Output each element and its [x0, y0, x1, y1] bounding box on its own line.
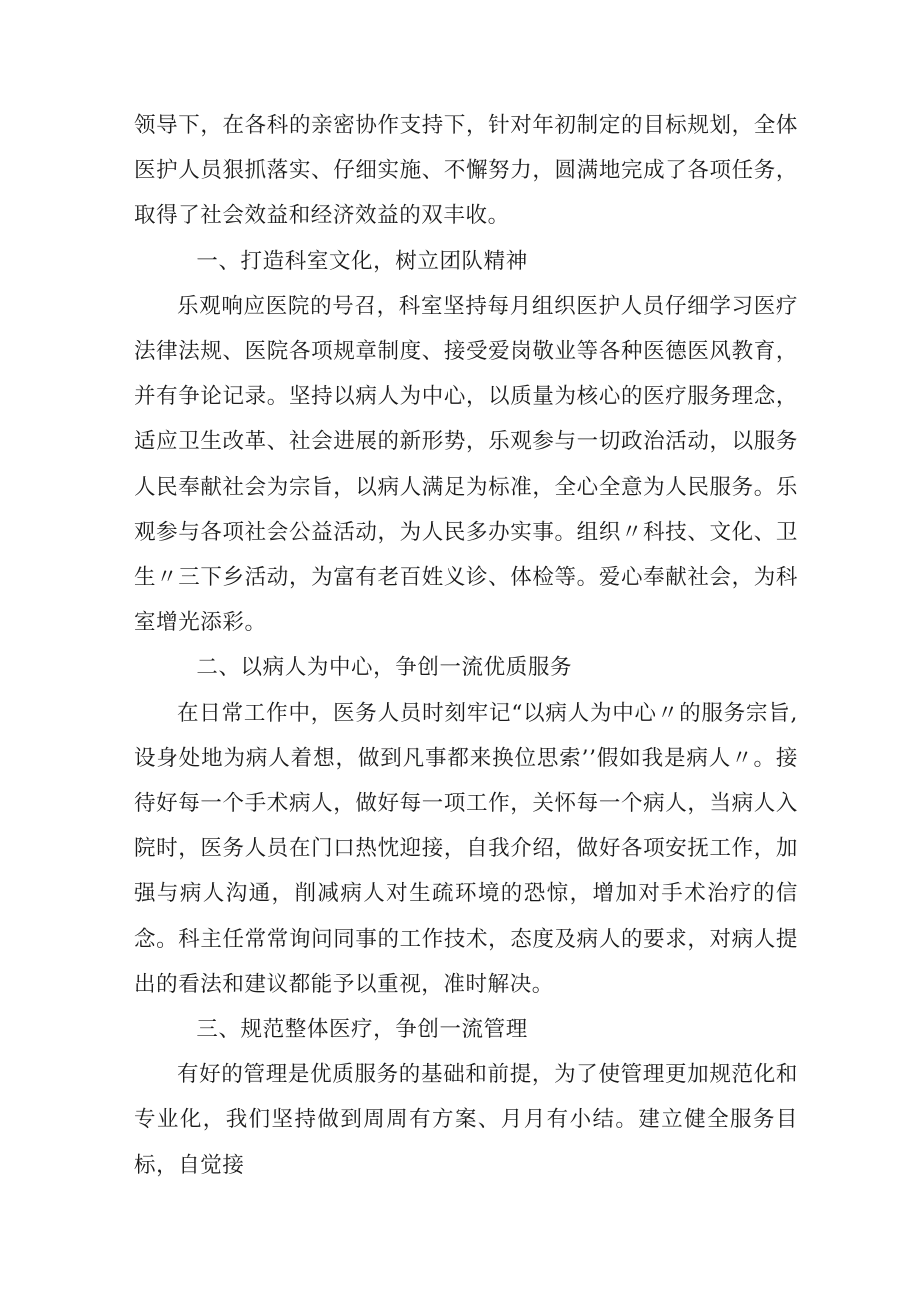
- section-3-paragraph: 有好的管理是优质服务的基础和前提，为了使管理更加规范化和专业化，我们坚持做到周周有方案、月月有小结。建立健全服务目标，自觉接: [134, 1062, 798, 1178]
- document-body: [134, 103, 798, 1188]
- intro-paragraph: 领导下，在各科的亲密协作支持下，针对年初制定的目标规划，全体医护人员狠抓落实、仔细实施、不懈努力，圆满地完成了各项任务，取得了社会效益和经济效益的双丰收。: [134, 113, 798, 229]
- section-1-paragraph: 乐观响应医院的号召，科室坚持每月组织医护人员仔细学习医疗法律法规、医院各项规章制度、接受爱岗敬业等各种医德医风教育，并有争论记录。坚持以病人为中心，以质量为核心的医疗服务理念，适应卫生改革、社会进展的新形势，乐观参与一切政治活动，以服务人民奉献社会为宗旨，以病人满足为标准，全心全意为人民服务。乐观参与各项社会公益活动，为人民多办实事。组织〃科技、文化、卫生〃三下乡活动，为富有老百姓义诊、体检等。爱心奉献社会，为科室增光添彩。: [134, 293, 798, 636]
- section-heading-2: 二、以病人为中心，争创一流优质服务: [196, 655, 573, 681]
- section-heading-1: 一、打造科室文化，树立团队精神: [196, 248, 528, 274]
- section-heading-3: 三、规范整体医疗，争创一流管理: [196, 1017, 528, 1043]
- section-2-paragraph: 在日常工作中，医务人员时刻牢记“以病人为中心〃的服务宗旨,设身处地为病人着想，做到凡事都来换位思索’’假如我是病人〃。接待好每一个手术病人，做好每一项工作，关怀每一个病人，当病人入院时，医务人员在门口热忱迎接，自我介绍，做好各项安抚工作，加强与病人沟通，削减病人对生疏环境的恐惊，增加对手术治疗的信念。科主任常常询问同事的工作技术，态度及病人的要求，对病人提出的看法和建议都能予以重视，准时解决。: [134, 700, 798, 997]
